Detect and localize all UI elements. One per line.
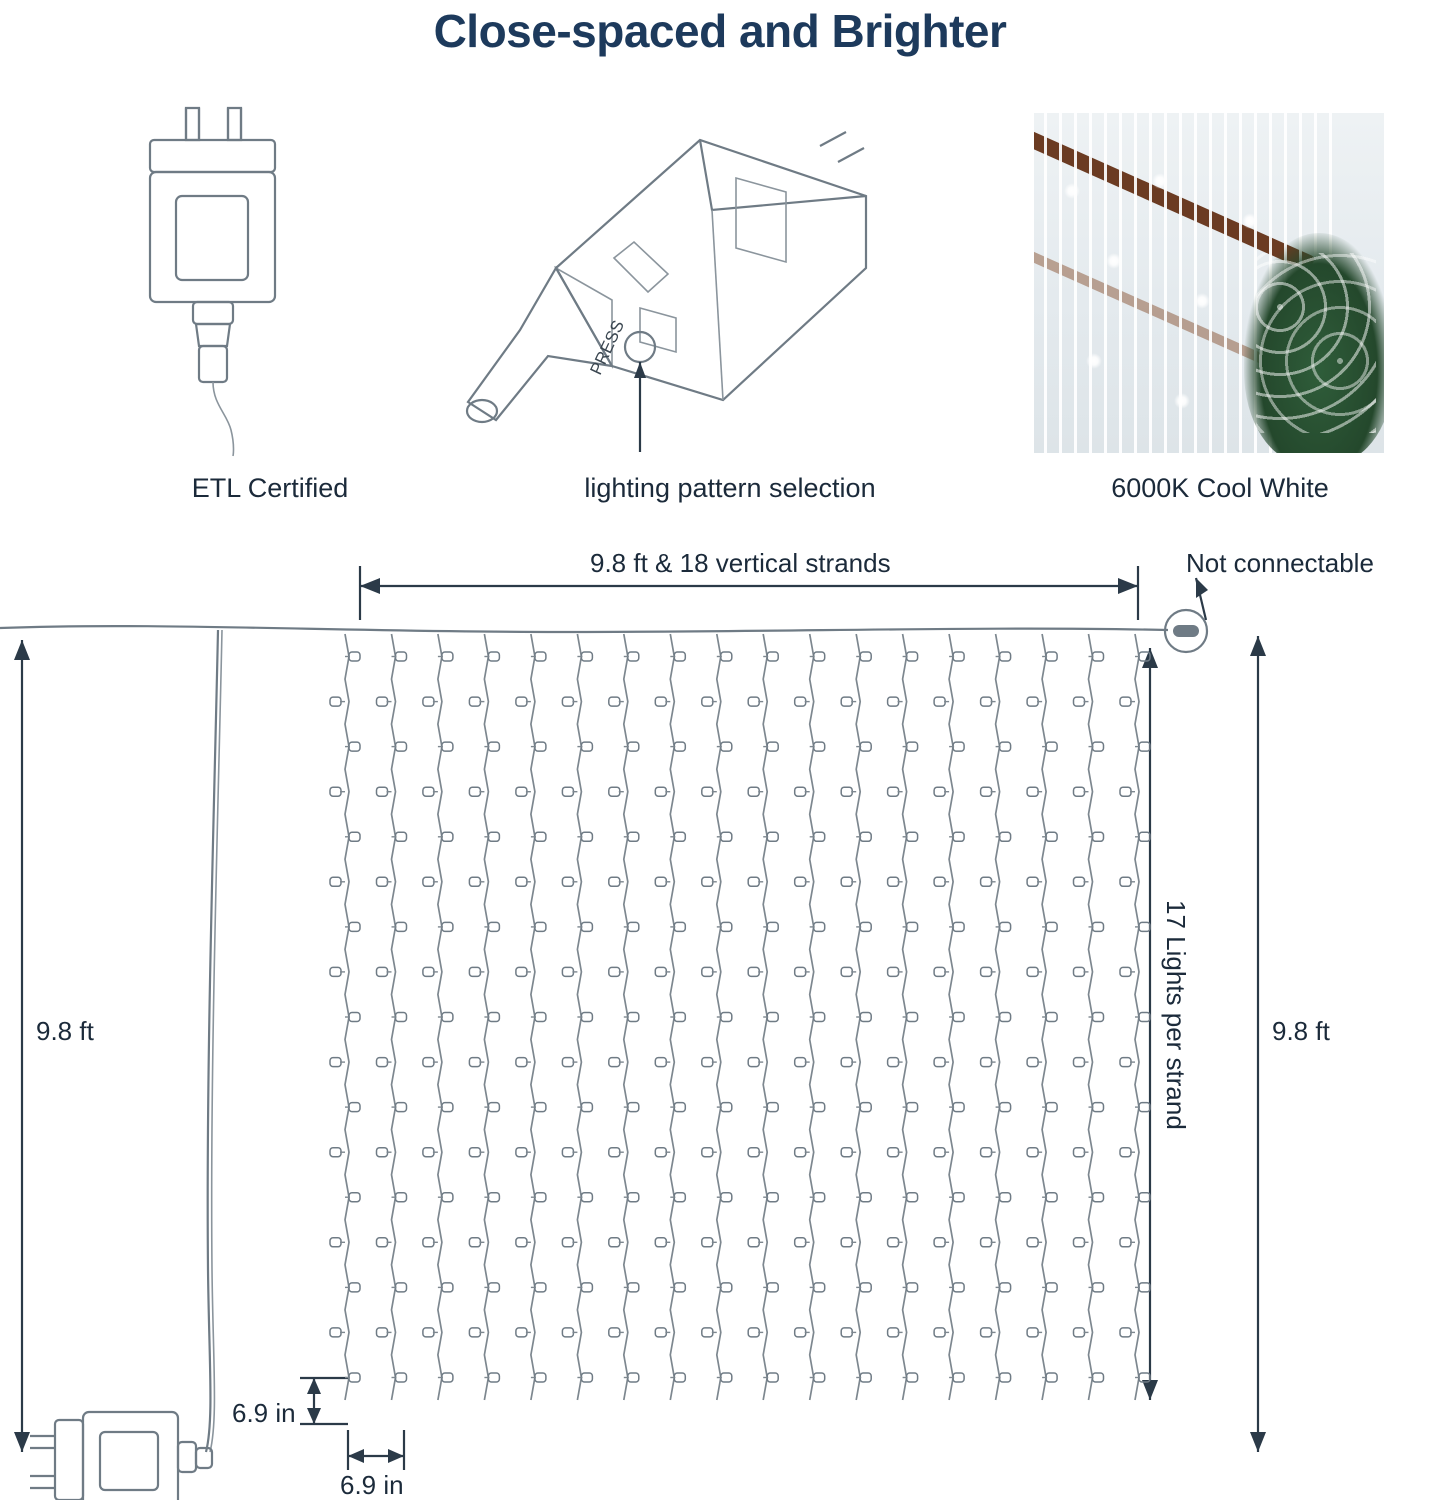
page-title: Close-spaced and Brighter — [433, 5, 1007, 57]
pattern-caption: lighting pattern selection — [584, 473, 876, 503]
left-height-dimension — [14, 640, 30, 1452]
top-wire — [0, 626, 1168, 632]
power-cord — [206, 630, 222, 1452]
controller-icon — [467, 132, 866, 452]
photo-tree-snow — [1256, 253, 1376, 433]
not-connectable-label: Not connectable — [1186, 548, 1374, 578]
press-label: PRESS — [586, 317, 628, 378]
not-connectable-pointer — [1165, 578, 1208, 652]
left-height-label: 9.8 ft — [36, 1016, 94, 1046]
horizontal-spacing-dimension — [348, 1430, 404, 1470]
horizontal-spacing-label: 6.9 in — [340, 1470, 404, 1500]
plug-bottom-icon — [30, 1412, 212, 1500]
right-height-label: 9.8 ft — [1272, 1016, 1330, 1046]
photo-curtain-lights — [1034, 113, 1384, 453]
right-height-dimension — [1250, 636, 1266, 1452]
per-strand-label: 17 Lights per strand — [1161, 900, 1191, 1130]
vertical-spacing-label: 6.9 in — [232, 1398, 296, 1428]
etl-caption: ETL Certified — [191, 473, 349, 503]
light-strands — [330, 634, 1150, 1400]
vertical-spacing-dimension — [300, 1378, 348, 1424]
plug-icon — [150, 108, 275, 456]
cool-white-caption: 6000K Cool White — [1111, 473, 1329, 503]
per-strand-dimension — [1142, 648, 1158, 1400]
top-dimension-label: 9.8 ft & 18 vertical strands — [590, 548, 891, 578]
